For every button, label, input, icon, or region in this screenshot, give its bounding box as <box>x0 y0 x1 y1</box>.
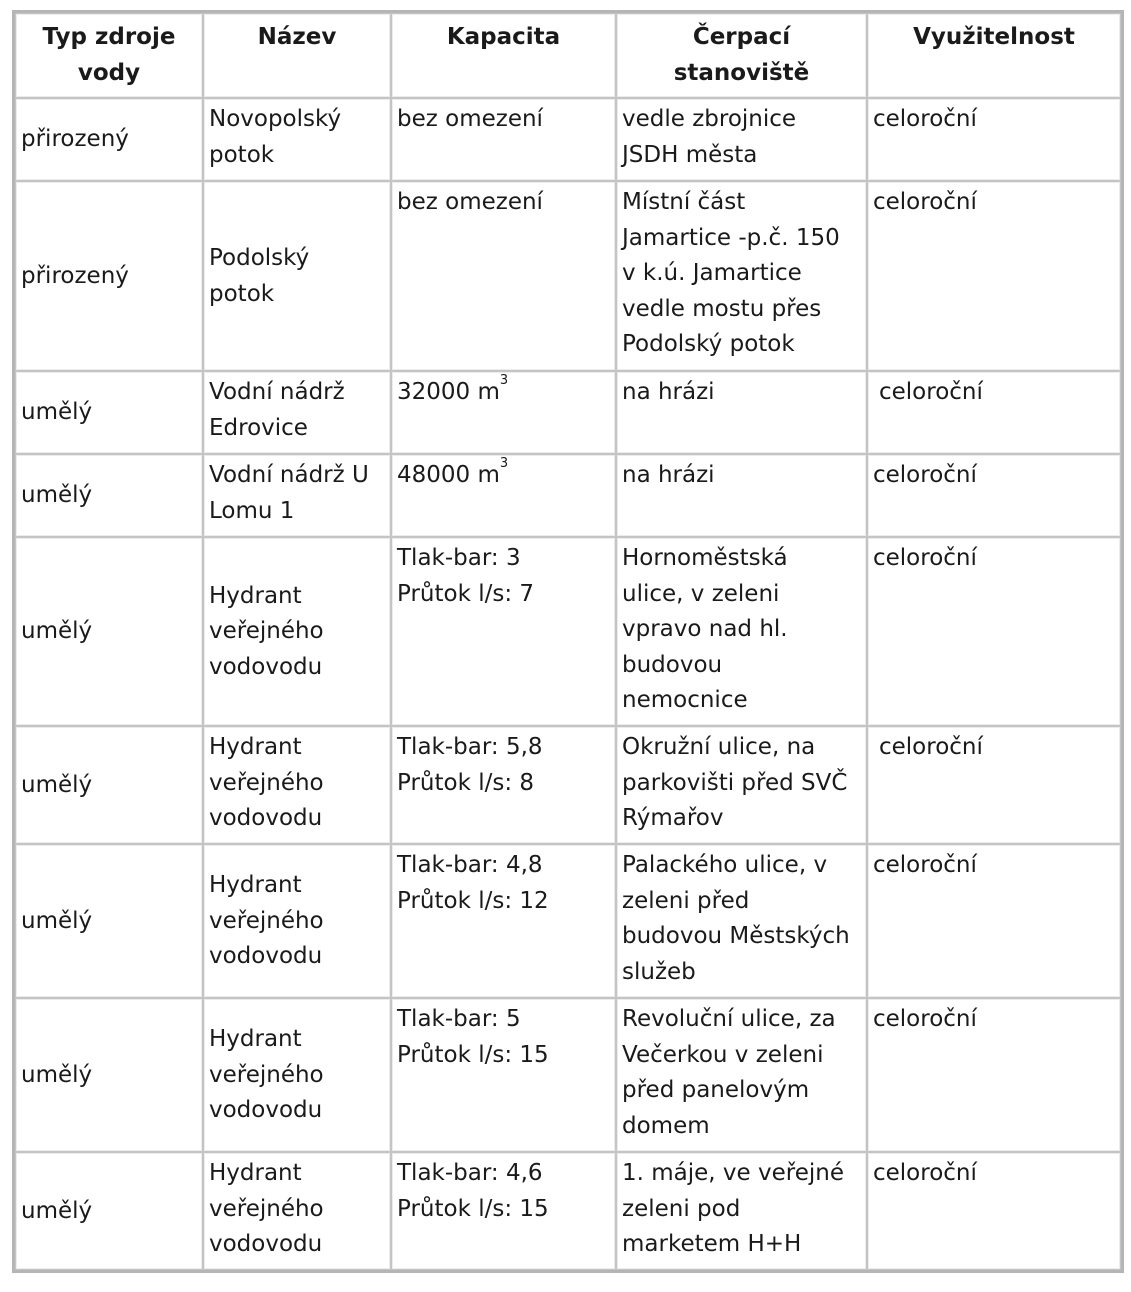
cell-name: Vodní nádrž Edrovice <box>203 371 391 454</box>
header-source-type: Typ zdroje vody <box>15 13 203 98</box>
cell-usability: celoroční <box>867 726 1121 844</box>
cell-name: Novopolský potok <box>203 98 391 181</box>
cell-source-type: přirozený <box>15 181 203 371</box>
table-row <box>15 371 1121 454</box>
cell-source-type: umělý <box>15 1152 203 1270</box>
cell-usability: celoroční <box>867 98 1121 181</box>
cell-name: Hydrant veřejného vodovodu <box>203 998 391 1152</box>
cell-source-type: umělý <box>15 371 203 454</box>
table-row <box>15 537 1121 726</box>
cell-capacity: 32000 $m^3$ <box>391 371 616 454</box>
cell-name: Hydrant veřejného vodovodu <box>203 844 391 998</box>
cell-usability: celoroční <box>867 1152 1121 1270</box>
cell-name: Hydrant veřejného vodovodu <box>203 726 391 844</box>
cell-source-type: umělý <box>15 998 203 1152</box>
cell-name: Vodní nádrž U Lomu 1 <box>203 454 391 537</box>
cell-capacity: Tlak-bar: 4,8 Průtok l/s: 12 <box>391 844 616 998</box>
cell-capacity: Tlak-bar: 5,8 Průtok l/s: 8 <box>391 726 616 844</box>
table-row <box>15 98 1121 181</box>
cell-name: Hydrant veřejného vodovodu <box>203 537 391 726</box>
cell-source-type: umělý <box>15 726 203 844</box>
cell-pumping-station: 1. máje, ve veřejné zeleni pod marketem H+H <box>616 1152 867 1270</box>
header-capacity: Kapacita <box>391 13 616 98</box>
cell-usability: celoroční <box>867 371 1121 454</box>
cell-name: Podolský potok <box>203 181 391 371</box>
cell-usability: celoroční <box>867 844 1121 998</box>
cell-pumping-station: vedle zbrojnice JSDH města <box>616 98 867 181</box>
table-header-row <box>15 13 1121 98</box>
cell-usability: celoroční <box>867 998 1121 1152</box>
cell-pumping-station: Revoluční ulice, za Večerkou v zeleni před panelovým domem <box>616 998 867 1152</box>
cell-usability: celoroční <box>867 454 1121 537</box>
cell-pumping-station: na hrázi <box>616 454 867 537</box>
table-row <box>15 998 1121 1152</box>
cell-capacity: 48000 $m^3$ <box>391 454 616 537</box>
cell-capacity: bez omezení <box>391 181 616 371</box>
cell-capacity: Tlak-bar: 4,6 Průtok l/s: 15 <box>391 1152 616 1270</box>
cell-usability: celoroční <box>867 537 1121 726</box>
cell-usability: celoroční <box>867 181 1121 371</box>
cell-source-type: přirozený <box>15 98 203 181</box>
header-usability: Využitelnost <box>867 13 1121 98</box>
cell-pumping-station: Palackého ulice, v zeleni před budovou Městských služeb <box>616 844 867 998</box>
table-row <box>15 726 1121 844</box>
header-name: Název <box>203 13 391 98</box>
cell-source-type: umělý <box>15 844 203 998</box>
cell-capacity: bez omezení <box>391 98 616 181</box>
cell-capacity: Tlak-bar: 5 Průtok l/s: 15 <box>391 998 616 1152</box>
cell-pumping-station: Hornoměstská ulice, v zeleni vpravo nad hl. budovou nemocnice <box>616 537 867 726</box>
cell-source-type: umělý <box>15 454 203 537</box>
cell-pumping-station: na hrázi <box>616 371 867 454</box>
table-row <box>15 1152 1121 1270</box>
cell-name: Hydrant veřejného vodovodu <box>203 1152 391 1270</box>
water-sources-table <box>12 10 1124 1273</box>
table-row <box>15 181 1121 371</box>
cell-pumping-station: Místní část Jamartice -p.č. 150 v k.ú. Jamartice vedle mostu přes Podolský potok <box>616 181 867 371</box>
cell-source-type: umělý <box>15 537 203 726</box>
cell-pumping-station: Okružní ulice, na parkovišti před SVČ Rýmařov <box>616 726 867 844</box>
table-row <box>15 844 1121 998</box>
table-row <box>15 454 1121 537</box>
cell-capacity: Tlak-bar: 3 Průtok l/s: 7 <box>391 537 616 726</box>
header-pumping-station: Čerpací stanoviště <box>616 13 867 98</box>
